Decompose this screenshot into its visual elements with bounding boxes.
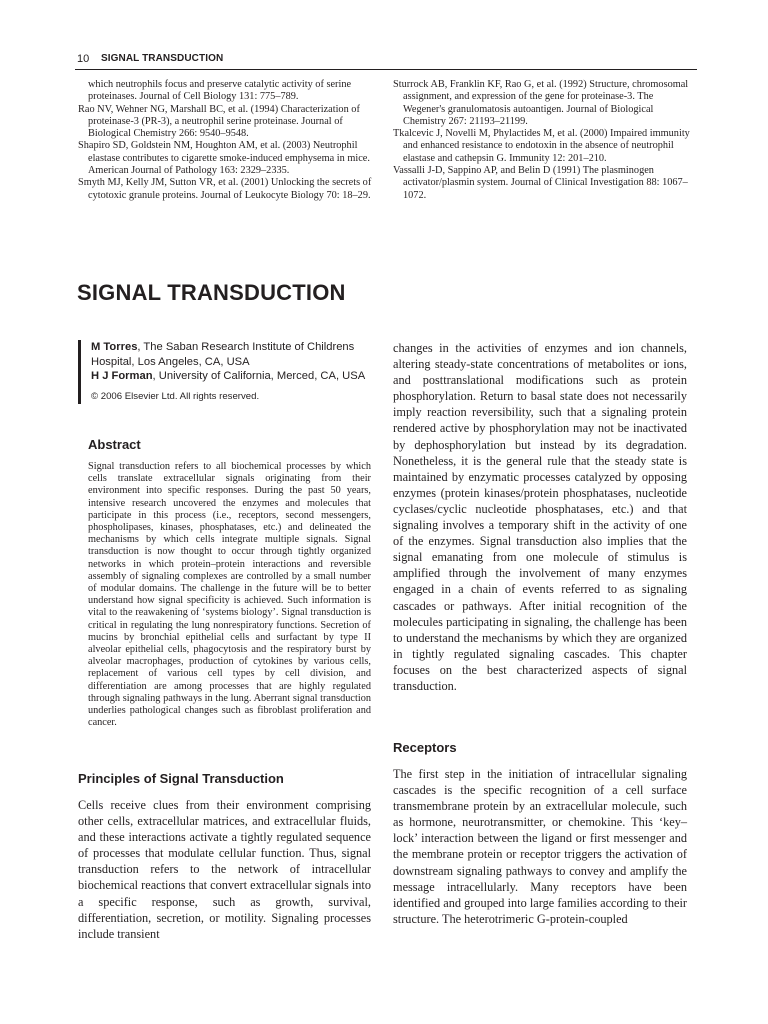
reference-item: Smyth MJ, Kelly JM, Sutton VR, et al. (2001) Unlocking the secrets of cytotoxic granule proteins. Journal of Leukocyte Biology 70: 18–29. (78, 177, 372, 201)
abstract-text: Signal transduction refers to all biochemical processes by which cells translate extracellular signals originating from their environment into specific responses. During the past 50 years, intensive research uncovered the enzymes and molecules that participate in this process (i.e., receptors, second messengers, phospholipases, kinases, phosphatases, etc.) and delineated the mechanisms by which cells integrate multiple signals. Signal transduction is now thought to occur through tightly organized networks in which protein–protein interactions and reversible assembly of signaling complexes are controlled by a small number of modular domains. The challenge in the future will be to better understand how signal specificity is achieved. Such information is vital to the reawakening of ‘systems biology’. Signal transduction is critical in regulating the lung nonrespiratory functions. Secretion of mucins by bronchial epithelial cells and surfactant by type II alveolar epithelial cells, phagocytosis and the respiratory burst by alveolar macrophages, production of cytokines by various cells, replacement of various cell types by cell division, and differentiation are among processes that are highly regulated through signaling pathways in the lung. Aberrant signal transduction underlies pathological changes such as fibroblast proliferation and cancer. (88, 461, 371, 729)
references-left (78, 79, 374, 202)
reference-item: Rao NV, Wehner NG, Marshall BC, et al. (1994) Characterization of proteinase-3 (PR-3), a neutrophil serine proteinase. Journal of Biological Chemistry 266: 9540–9548. (78, 103, 360, 140)
reference-item: Sturrock AB, Franklin KF, Rao G, et al. (1992) Structure, chromosomal assignment, and expression of the gene for proteinase-3. The Wegener's granulomatosis autoantigen. Journal of Biological Chemistry 267: 21193–21199. (393, 79, 689, 127)
author-block (78, 340, 374, 404)
reference-item: Vassalli J-D, Sappino AP, and Belin D (1991) The plasminogen activator/plasmin system. Journal of Clinical Investigation 88: 1067–1072. (393, 165, 688, 201)
reference-item: which neutrophils focus and preserve catalytic activity of serine proteinases. Journal of Cell Biology 131: 775–789. (88, 79, 352, 103)
right-column-body: changes in the activities of enzymes and ion channels, altering steady-state concentrations of metabolites or ions, and posttranslational modifications such as protein phosphorylation. Return to basal state does not necessarily imply reaction reversibility, such that a signaling protein rendered active by phosphorylation may not be inactivated by dephosphorylation but instead by its degradation. Nonetheless, it is the general rule that the steady state is maintained by enzymatic processes catalyzed by opposing enzymes (protein kinases/protein phosphatases, nucleotide cyclases/cyclic nucleotide phosphatases, etc.) and that signaling involves a temporary shift in the activity of one of the enzymes. Signal transduction also implies that the signal emanating from one molecule of stimulus is amplified through the involvement of many enzymes engaged in a chain of events referred to as signaling cascades or pathways. After initial recognition of the molecules participating in signaling, the challenge has been to understand the mechanisms by which they are organized in tightly regulated signaling cascades. This chapter focuses on the best characterized aspects of signal transduction. (393, 341, 687, 693)
receptors-body: The first step in the initiation of intracellular signaling cascades is the specific recognition of a cell surface transmembrane protein by an extracellular molecule, such as hormone, neurotransmitter, or chemokine. This ‘key–lock’ interaction between the ligand or first messenger and the membrane protein or receptor triggers the activation of downstream signaling pathways to convey and amplify the message intracellularly. Many receptors have been identified and grouped into large families according to their structure. The heterotrimeric G-protein-coupled (393, 767, 687, 926)
page-number: 10 (77, 53, 90, 65)
reference-item: Tkalcevic J, Novelli M, Phylactides M, et al. (2000) Impaired immunity and enhanced resistance to endotoxin in the absence of neutrophil elastase and cathepsin G. Immunity 12: 201–210. (393, 128, 690, 164)
references-right (393, 79, 696, 202)
chapter-title: SIGNAL TRANSDUCTION (77, 280, 346, 305)
section-heading-principles: Principles of Signal Transduction (78, 771, 284, 786)
copyright-notice: © 2006 Elsevier Ltd. All rights reserved. (91, 390, 260, 402)
author-entry (91, 369, 374, 384)
author-affiliation: , The Saban Research Institute of Childrens Hospital, Los Angeles, CA, USA (91, 341, 355, 368)
author-affiliation: , University of California, Merced, CA, USA (152, 370, 366, 382)
abstract-heading: Abstract (88, 437, 141, 452)
reference-item: Shapiro SD, Goldstein NM, Houghton AM, et al. (2003) Neutrophil elastase contributes to cigarette smoke-induced emphysema in mice. American Journal of Pathology 163: 2329–2335. (78, 140, 370, 177)
section-heading-receptors: Receptors (393, 740, 457, 755)
running-header (75, 50, 697, 70)
principles-body: Cells receive clues from their environment comprising other cells, extracellular matrices, and extracellular fluids, and these interactions activate a tightly regulated sequence of processes that modulate cellular function. Thus, signal transduction refers to the network of intracellular biochemical reactions that convert extracellular signals into a specific response, such as growth, survival, differentiation, secretion, or motility. Signaling processes include transient (78, 798, 371, 941)
author-name: H J Forman (91, 370, 153, 382)
running-title: SIGNAL TRANSDUCTION (101, 53, 224, 64)
author-name: M Torres (91, 341, 138, 353)
author-entry (91, 340, 374, 369)
